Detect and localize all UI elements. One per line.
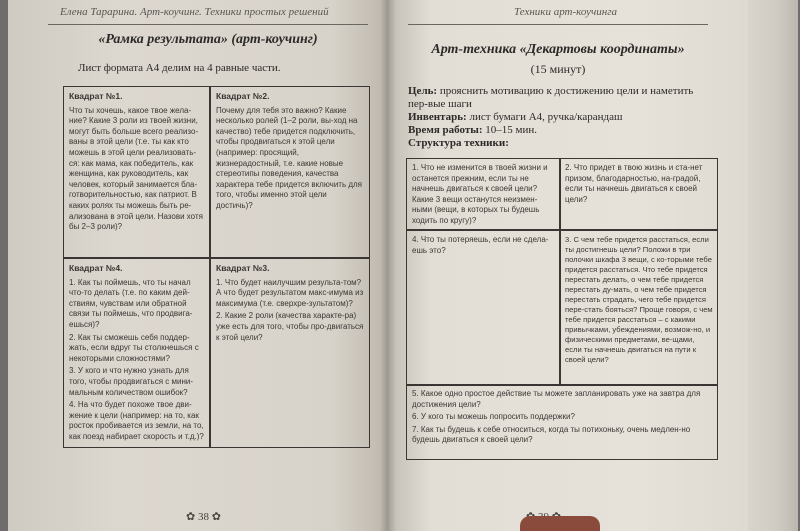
right-cell-4: 4. Что ты потеряешь, если не сдела-ешь это? [412, 235, 549, 255]
right-page [388, 0, 748, 531]
fingertip [520, 516, 600, 531]
right-table-hline-2 [407, 384, 717, 386]
right-running-head: Техники арт-коучинга [514, 6, 618, 18]
goal-line [408, 85, 708, 111]
cell-item: 4. На что будет похоже твое дви-жение к цели (например: на то, как росток пробивается из земли, на то, как поезд набирает скорость и т.д.)? [69, 400, 204, 441]
footer-item: 7. Как ты будешь к себе относиться, когда ты потихоньку, очень медлен-но будешь двигаться к своей цели? [412, 424, 691, 445]
right-table-hline-1 [407, 229, 717, 231]
left-cell-1 [69, 91, 205, 253]
right-section-title: Арт-техника «Декартовы координаты» [431, 42, 685, 57]
left-head-rule [48, 24, 368, 25]
structure-line [408, 137, 708, 150]
cell-item: 2. Какие 2 роли (качества характе-ра) уже есть для того, чтобы про-двигаться к этой цели? [216, 311, 364, 342]
left-cell-2 [216, 91, 364, 253]
right-cell-3: 3. С чем тебе придется расстаться, если ты достигнешь цели? Положи в три полочки шкафа 3 вещи, с ко-торыми тебе придется расстаться. Что тебе придется перестать делать, о чем тебе придется перестать ду-мать, о чем тебе придется перестать страдать, чего тебе придется пере-стать бояться? Проще говоря, с чем тебе придется расстаться – с какими привычками, убеждениями, возмож-но, и физическими предметами, ве-щами, если ты начнешь двигаться на пути к своей цели? [565, 235, 713, 364]
inventory-text: лист бумаги А4, ручка/карандаш [469, 111, 623, 123]
left-page [8, 0, 388, 531]
book-gutter [380, 0, 396, 531]
cell-heading: Квадрат №3. [216, 263, 270, 273]
open-book [8, 0, 798, 531]
cell-body: Что ты хочешь, какое твое жела-ние? Какие 3 роли из твоей жизни, могут быть больше всего реализо-ваны в этой цели (т.е. ты как кто можешь в этой цели реализовать-ся: как мама, как победитель, как женщина, как руководитель, как человек, который занимается бла-готворительностью, как патриот. В каких ролях ты можешь быть ре-ализована в этой цели. Назови хотя бы 2–3 роли)? [69, 105, 203, 232]
cell-item: 3. У кого и что нужно узнать для того, чтобы продвигаться с мини-мальным количеством ошибок? [69, 366, 193, 397]
left-table [63, 86, 370, 448]
goal-text: прояснить мотивацию к достижению цели и наметить пер-вые шаги [408, 85, 694, 110]
left-page-number [186, 510, 221, 523]
right-cell-1: 1. Что не изменится в твоей жизни и останется прежним, если ты не начнешь двигаться к своей цели? Какие 3 вещи останутся неизмен-ными (вещи, в которых ты будешь ходить по кругу)? [412, 163, 548, 225]
right-head-rule [408, 24, 708, 25]
goal-label: Цель: [408, 85, 438, 97]
left-section-title: «Рамка результата» (арт-коучинг) [98, 32, 318, 47]
ornament-icon: ✿ [186, 511, 196, 523]
cell-body: Почему для тебя это важно? Какие несколько ролей (1–2 роли, вы-ход на качество) тебе придется подключить, чтобы продвигаться к этой цели (например: просящий, жизнерадостный, т.е. какие новые стереотипы поведения, качества характера тебе придется включить для того, чтобы именно этой цели достичь)? [216, 105, 363, 210]
time-text: 10–15 мин. [485, 124, 537, 136]
cell-item: 1. Как ты поймешь, что ты начал что-то делать (т.е. по каким дей-ствиям, чувствам или обратной связи ты поймешь, что продвига-ешься)? [69, 277, 193, 329]
left-cell-3 [216, 263, 364, 443]
cell-heading: Квадрат №4. [69, 263, 123, 273]
inventory-label: Инвентарь: [408, 111, 467, 123]
time-label: Время работы: [408, 124, 483, 136]
footer-item: 6. У кого ты можешь попросить поддержки? [412, 412, 575, 422]
left-intro: Лист формата А4 делим на 4 равные части. [78, 62, 281, 74]
cell-heading: Квадрат №2. [216, 91, 270, 101]
left-table-vline [209, 87, 211, 447]
structure-label: Структура техники: [408, 137, 509, 149]
page-stack-edge [748, 0, 798, 531]
left-running-head: Елена Тарарина. Арт-коучинг. Техники простых решений [60, 6, 329, 18]
page-number-value: 38 [197, 511, 209, 523]
right-table-vline [559, 159, 561, 384]
right-subtitle: (15 минут) [530, 62, 586, 76]
inventory-line [408, 111, 708, 124]
cell-item: 1. Что будет наилучшим результа-том? А что будет результатом макс-имума из максимума (т.е. сверхре-зультатом)? [216, 277, 364, 308]
right-table [406, 158, 718, 460]
cell-item: 2. Как ты сможешь себя поддер-жать, если вдруг ты столкнешься с некоторыми сложностями? [69, 332, 199, 363]
ornament-icon: ✿ [211, 511, 221, 523]
time-line [408, 124, 708, 137]
right-footer-cell [412, 389, 712, 455]
right-cell-2: 2. Что придет в твою жизнь и ста-нет призом, благодарностью, на-градой, если ты начнешь двигаться к своей цели? [565, 163, 703, 204]
left-cell-4 [69, 263, 205, 443]
cell-heading: Квадрат №1. [69, 91, 123, 101]
footer-item: 5. Какое одно простое действие ты можете запланировать уже на завтра для достижения цели? [412, 389, 701, 409]
left-table-hline [64, 257, 369, 259]
